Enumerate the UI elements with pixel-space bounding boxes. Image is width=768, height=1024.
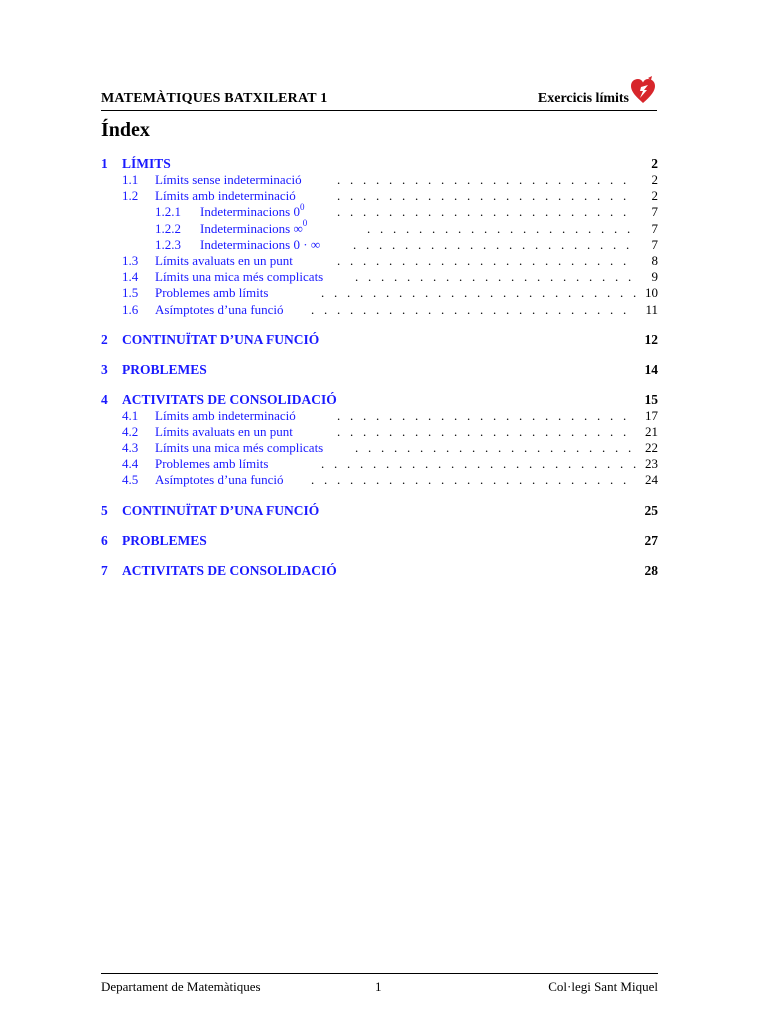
- footer-school: Col·legi Sant Miquel: [548, 979, 658, 994]
- toc-leader-dots: [311, 472, 636, 488]
- page-header: [101, 88, 657, 111]
- toc-number[interactable]: 3: [101, 361, 108, 377]
- toc-section-3[interactable]: [101, 361, 658, 378]
- toc-page: 22: [645, 440, 658, 456]
- toc-section-5[interactable]: [101, 502, 658, 519]
- toc-subsection-1-1[interactable]: [101, 172, 658, 188]
- toc-page: 2: [651, 188, 658, 204]
- toc-label[interactable]: CONTINUÏTAT D’UNA FUNCIÓ: [122, 331, 320, 347]
- toc-leader-dots: [311, 302, 636, 318]
- toc-number[interactable]: 5: [101, 502, 108, 518]
- toc-label[interactable]: Límits amb indeterminació: [155, 407, 296, 423]
- toc-label[interactable]: Límits sense indeterminació: [155, 172, 302, 187]
- toc-number[interactable]: 1.2.2: [155, 220, 181, 236]
- toc-page: 27: [644, 532, 658, 548]
- toc-page: 28: [644, 562, 658, 578]
- toc-number[interactable]: 4: [101, 391, 108, 407]
- toc-page: 15: [644, 391, 658, 407]
- toc-number[interactable]: 1.4: [122, 269, 139, 285]
- toc-number[interactable]: 7: [101, 562, 108, 578]
- toc-subsection-4-5[interactable]: [101, 472, 658, 488]
- toc-page: 2: [651, 156, 658, 171]
- toc-label[interactable]: Límits avaluats en un punt: [155, 252, 293, 268]
- toc-subsubsection-1-2-1[interactable]: [101, 204, 658, 220]
- toc-page: 11: [645, 301, 658, 317]
- toc-page: 9: [651, 269, 658, 285]
- toc-number[interactable]: 6: [101, 532, 108, 548]
- header-document-title: Exercicis límits: [537, 91, 629, 106]
- toc-label[interactable]: Asímptotes d’una funció: [155, 472, 284, 488]
- toc-label[interactable]: Límits una mica més complicats: [155, 440, 324, 456]
- toc-label[interactable]: CONTINUÏTAT D’UNA FUNCIÓ: [122, 502, 320, 518]
- toc-number[interactable]: 2: [101, 331, 108, 347]
- toc-label[interactable]: ACTIVITATS DE CONSOLIDACIÓ: [122, 391, 337, 407]
- toc-leader-dots: [337, 188, 636, 204]
- toc-page: 7: [651, 204, 658, 220]
- toc-label[interactable]: Asímptotes d’una funció: [155, 301, 284, 317]
- toc-subsection-1-5[interactable]: [101, 285, 658, 301]
- toc-page: 7: [651, 220, 658, 236]
- toc-page: 21: [645, 423, 658, 439]
- toc-leader-dots: [337, 408, 636, 424]
- toc-number[interactable]: 4.1: [122, 407, 139, 423]
- toc-number[interactable]: 1.2.3: [155, 236, 181, 252]
- toc-number[interactable]: 1.5: [122, 285, 139, 301]
- toc-leader-dots: [337, 172, 636, 188]
- toc-page: 25: [644, 502, 658, 518]
- toc-label[interactable]: PROBLEMES: [122, 361, 207, 377]
- toc-label[interactable]: ACTIVITATS DE CONSOLIDACIÓ: [122, 562, 337, 578]
- toc-label[interactable]: Indeterminacions 0 · ∞: [200, 236, 321, 252]
- toc-label[interactable]: Indeterminacions $0^0$: [200, 202, 305, 220]
- toc-page: 23: [645, 456, 658, 472]
- toc-label[interactable]: Indeterminacions ∞$^0$: [200, 218, 308, 236]
- toc-number[interactable]: 4.5: [122, 472, 139, 488]
- toc-section-7[interactable]: [101, 562, 658, 579]
- toc-label[interactable]: Límits una mica més complicats: [155, 269, 324, 285]
- toc-label[interactable]: Límits avaluats en un punt: [155, 423, 293, 439]
- toc-subsection-4-4[interactable]: [101, 456, 658, 472]
- toc-leader-dots: [337, 204, 636, 220]
- toc-section-1[interactable]: [101, 155, 658, 172]
- toc-leader-dots: [355, 440, 636, 456]
- toc-label[interactable]: PROBLEMES: [122, 532, 207, 548]
- toc-subsection-1-2[interactable]: [101, 188, 658, 204]
- toc-label[interactable]: Problemes amb límits: [155, 456, 269, 472]
- toc-subsection-4-2[interactable]: [101, 424, 658, 440]
- toc-subsection-1-3[interactable]: [101, 253, 658, 269]
- toc-number[interactable]: 4.4: [122, 456, 139, 472]
- toc-page: 8: [651, 252, 658, 268]
- toc-page: 24: [645, 472, 658, 488]
- toc-page: 12: [644, 331, 658, 347]
- toc-number[interactable]: 1.3: [122, 252, 139, 268]
- index-title: Índex: [101, 119, 150, 141]
- toc-leader-dots: [321, 456, 636, 472]
- toc-leader-dots: [355, 269, 636, 285]
- toc-label[interactable]: LÍMITS: [122, 156, 171, 171]
- toc-number[interactable]: 1.2.1: [155, 204, 181, 220]
- toc-subsection-1-6[interactable]: [101, 302, 658, 318]
- toc-leader-dots: [321, 285, 636, 301]
- toc-page: 10: [645, 285, 658, 301]
- toc-page: 14: [644, 361, 658, 377]
- toc-number[interactable]: 4.2: [122, 423, 139, 439]
- page-footer: [101, 973, 658, 1000]
- toc-number[interactable]: 1: [101, 156, 108, 171]
- toc-subsection-4-1[interactable]: [101, 408, 658, 424]
- toc-subsubsection-1-2-3[interactable]: [101, 237, 658, 253]
- toc-page: 2: [651, 172, 658, 187]
- toc-number[interactable]: 1.1: [122, 172, 139, 187]
- toc-leader-dots: [353, 237, 636, 253]
- footer-page-number: 1: [375, 979, 382, 994]
- toc-label[interactable]: Límits amb indeterminació: [155, 188, 296, 204]
- toc-number[interactable]: 1.6: [122, 301, 139, 317]
- table-of-contents: [101, 155, 658, 579]
- toc-leader-dots: [337, 253, 636, 269]
- toc-section-2[interactable]: [101, 331, 658, 348]
- toc-leader-dots: [367, 221, 636, 237]
- heart-logo-icon: [629, 76, 657, 106]
- toc-subsection-4-3[interactable]: [101, 440, 658, 456]
- toc-leader-dots: [337, 424, 636, 440]
- footer-department: Departament de Matemàtiques: [101, 979, 261, 994]
- toc-section-6[interactable]: [101, 532, 658, 549]
- toc-number[interactable]: 4.3: [122, 440, 139, 456]
- header-course-title: MATEMÀTIQUES BATXILERAT 1: [101, 91, 328, 106]
- toc-number[interactable]: 1.2: [122, 188, 139, 204]
- toc-section-4[interactable]: [101, 391, 658, 408]
- toc-page: 17: [645, 407, 658, 423]
- toc-label[interactable]: Problemes amb límits: [155, 285, 269, 301]
- toc-subsubsection-1-2-2[interactable]: [101, 218, 658, 237]
- toc-page: 7: [651, 236, 658, 252]
- toc-subsection-1-4[interactable]: [101, 269, 658, 285]
